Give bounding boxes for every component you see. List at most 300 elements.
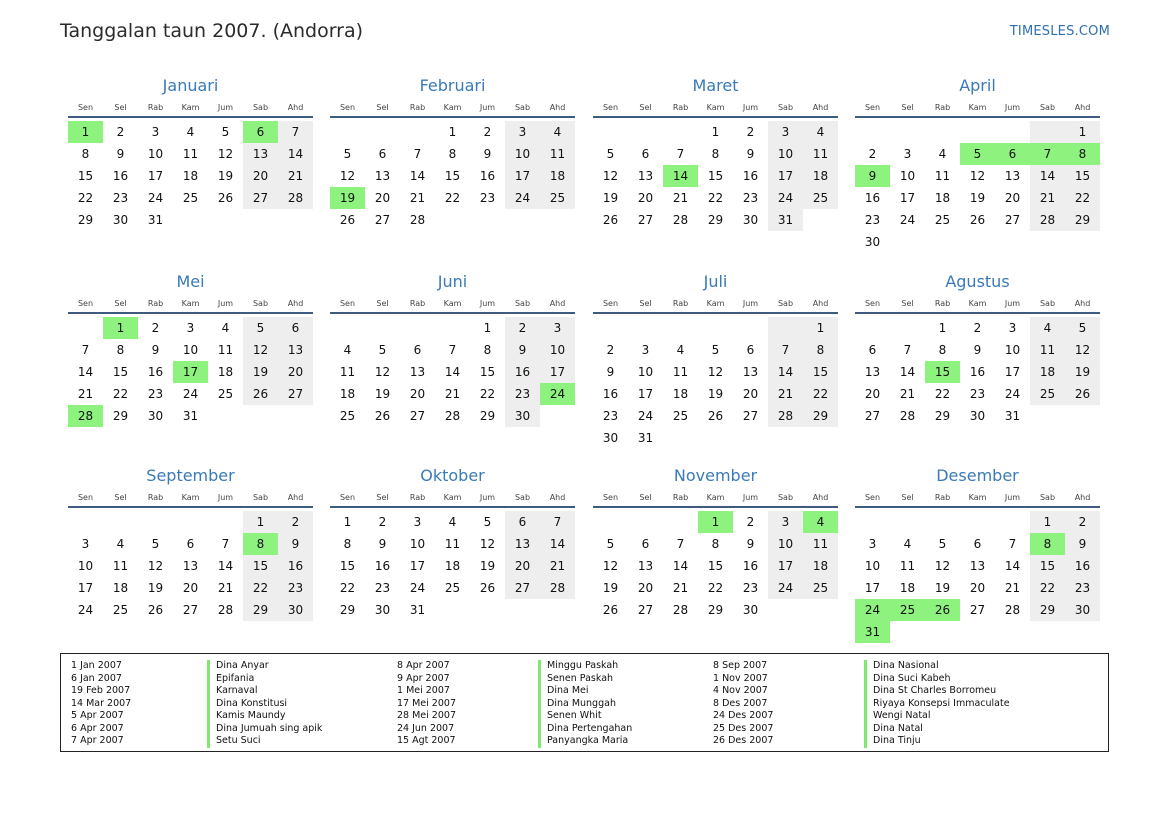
month-title: Agustus: [945, 272, 1010, 291]
weekday-label: Ahd: [1074, 103, 1091, 112]
weekday-label: Ahd: [812, 493, 829, 502]
day-cell: 16: [147, 365, 164, 379]
day-cell: 6: [868, 343, 877, 357]
day-cell: 10: [182, 343, 199, 357]
day-grid: [593, 317, 838, 449]
empty-cell: [330, 121, 365, 143]
empty-cell: [733, 317, 768, 339]
day-cell: 22: [803, 383, 838, 405]
month-september: [68, 464, 313, 621]
day-cell: 7: [413, 147, 422, 161]
day-cell: 14: [444, 365, 461, 379]
day-cell: 3: [151, 125, 160, 139]
day-cell: 3: [768, 511, 803, 533]
day-cell: 6: [641, 537, 650, 551]
day-cell: 7: [1008, 537, 1017, 551]
legend-date: 26 Des 2007: [713, 735, 774, 746]
empty-cell: [768, 317, 803, 339]
day-cell: 1: [343, 515, 352, 529]
day-cell: 23: [374, 581, 391, 595]
weekday-label: Sab: [1039, 299, 1056, 308]
legend-date: 15 Agt 2007: [397, 735, 456, 746]
legend-holiday-name: Panyangka Maria: [538, 735, 632, 748]
empty-cell: [890, 317, 925, 339]
weekday-label: Rab: [934, 299, 951, 308]
day-cell: 6: [278, 317, 313, 339]
day-grid: [855, 317, 1100, 427]
day-cell: 3: [540, 317, 575, 339]
day-cell: 19: [1065, 361, 1100, 383]
day-cell: 12: [602, 169, 619, 183]
legend-holiday-name: Dina Jumuah sing apik: [207, 723, 322, 736]
day-cell: 19: [969, 191, 986, 205]
day-cell: 7: [540, 511, 575, 533]
day-cell: 16: [742, 559, 759, 573]
day-cell: 7: [278, 121, 313, 143]
empty-cell: [663, 121, 698, 143]
day-cell: 3: [413, 515, 422, 529]
day-cell: 27: [278, 383, 313, 405]
day-cell: 13: [864, 365, 881, 379]
legend-names-col-1: [207, 660, 322, 748]
day-cell: 24: [505, 187, 540, 209]
day-cell: 14: [768, 361, 803, 383]
day-cell: 10: [147, 147, 164, 161]
day-cell: 13: [1004, 169, 1021, 183]
weekday-label: Ahd: [287, 103, 304, 112]
empty-cell: [628, 121, 663, 143]
day-cell: 25: [803, 577, 838, 599]
empty-cell: [1030, 121, 1065, 143]
day-cell: 14: [1030, 165, 1065, 187]
legend-date: 17 Mei 2007: [397, 697, 456, 709]
day-cell: 4: [803, 121, 838, 143]
day-cell: 12: [479, 537, 496, 551]
day-cell: 3: [186, 321, 195, 335]
day-cell: 10: [77, 559, 94, 573]
holiday-day-cell: 24: [540, 383, 575, 405]
day-cell: 21: [1004, 581, 1021, 595]
weekday-label: Rab: [934, 103, 951, 112]
weekday-label: Ahd: [549, 103, 566, 112]
empty-cell: [173, 511, 208, 533]
day-cell: 10: [864, 559, 881, 573]
day-cell: 8: [116, 343, 125, 357]
day-cell: 19: [602, 581, 619, 595]
day-cell: 2: [278, 511, 313, 533]
day-cell: 30: [742, 603, 759, 617]
empty-cell: [995, 121, 1030, 143]
day-cell: 21: [672, 191, 689, 205]
weekday-label: Sab: [514, 493, 531, 502]
day-cell: 21: [540, 555, 575, 577]
weekday-label: Jum: [1004, 103, 1021, 112]
day-cell: 22: [934, 387, 951, 401]
day-cell: 25: [803, 187, 838, 209]
day-cell: 21: [409, 191, 426, 205]
legend-date: 9 Apr 2007: [397, 672, 450, 684]
day-cell: 18: [182, 169, 199, 183]
legend-holiday-name: Dina Pertengahan: [538, 723, 632, 736]
day-cell: 5: [151, 537, 160, 551]
weekday-label: Sen: [339, 103, 356, 112]
day-cell: 9: [973, 343, 982, 357]
weekday-label: Sel: [114, 493, 127, 502]
empty-cell: [628, 511, 663, 533]
weekday-header: [330, 298, 575, 314]
day-cell: 2: [505, 317, 540, 339]
day-cell: 28: [540, 577, 575, 599]
day-cell: 20: [969, 581, 986, 595]
weekday-header: [593, 298, 838, 314]
day-cell: 27: [742, 409, 759, 423]
weekday-label: Sab: [1039, 103, 1056, 112]
day-cell: 1: [483, 321, 492, 335]
day-cell: 22: [707, 191, 724, 205]
day-cell: 7: [676, 147, 685, 161]
month-januari: [68, 74, 313, 231]
day-cell: 31: [182, 409, 199, 423]
day-cell: 21: [768, 383, 803, 405]
day-cell: 8: [448, 147, 457, 161]
holiday-day-cell: 19: [330, 187, 365, 209]
day-cell: 15: [77, 169, 94, 183]
weekday-label: Ahd: [287, 299, 304, 308]
day-cell: 26: [602, 603, 619, 617]
day-cell: 28: [768, 405, 803, 427]
day-cell: 14: [278, 143, 313, 165]
day-cell: 18: [540, 165, 575, 187]
day-cell: 28: [899, 409, 916, 423]
site-link[interactable]: TIMESLES.COM: [1009, 24, 1110, 39]
day-cell: 12: [934, 559, 951, 573]
day-cell: 19: [243, 361, 278, 383]
weekday-label: Sen: [339, 493, 356, 502]
day-cell: 14: [217, 559, 234, 573]
day-cell: 12: [243, 339, 278, 361]
legend-date: 1 Jan 2007: [71, 660, 122, 671]
weekday-label: Rab: [934, 493, 951, 502]
day-cell: 22: [243, 577, 278, 599]
day-cell: 31: [1004, 409, 1021, 423]
day-cell: 6: [505, 511, 540, 533]
empty-cell: [890, 511, 925, 533]
day-cell: 5: [483, 515, 492, 529]
holiday-day-cell: 4: [803, 511, 838, 533]
day-cell: 31: [409, 603, 426, 617]
day-cell: 25: [182, 191, 199, 205]
weekday-label: Sel: [376, 299, 389, 308]
day-cell: 30: [505, 405, 540, 427]
day-cell: 1: [711, 125, 720, 139]
day-cell: 15: [243, 555, 278, 577]
weekday-label: Sab: [1039, 493, 1056, 502]
day-cell: 24: [899, 213, 916, 227]
month-title: September: [146, 466, 235, 485]
legend-holiday-name: Dina Mei: [538, 685, 632, 698]
holiday-day-cell: 15: [925, 361, 960, 383]
empty-cell: [593, 317, 628, 339]
day-cell: 20: [637, 581, 654, 595]
day-cell: 20: [864, 387, 881, 401]
legend-holiday-name: Dina St Charles Borromeu: [864, 685, 1010, 698]
weekday-label: Sab: [777, 493, 794, 502]
day-cell: 26: [243, 383, 278, 405]
day-cell: 29: [112, 409, 129, 423]
day-cell: 12: [602, 559, 619, 573]
weekday-label: Sab: [252, 103, 269, 112]
weekday-label: Rab: [147, 103, 164, 112]
day-cell: 9: [378, 537, 387, 551]
day-cell: 9: [483, 147, 492, 161]
day-cell: 23: [278, 577, 313, 599]
day-cell: 20: [1004, 191, 1021, 205]
legend-date: 4 Nov 2007: [713, 685, 768, 696]
month-title: April: [959, 76, 996, 95]
day-cell: 2: [868, 147, 877, 161]
day-cell: 10: [768, 143, 803, 165]
day-cell: 10: [637, 365, 654, 379]
empty-cell: [208, 511, 243, 533]
day-cell: 17: [768, 165, 803, 187]
day-cell: 5: [711, 343, 720, 357]
weekday-label: Kam: [181, 493, 200, 502]
legend-date: 7 Apr 2007: [71, 735, 124, 746]
day-cell: 3: [903, 147, 912, 161]
day-cell: 23: [969, 387, 986, 401]
day-cell: 27: [637, 603, 654, 617]
weekday-label: Kam: [706, 103, 725, 112]
day-cell: 28: [278, 187, 313, 209]
weekday-label: Ahd: [549, 299, 566, 308]
day-cell: 26: [1065, 383, 1100, 405]
empty-cell: [138, 511, 173, 533]
legend-names-col-3: [864, 660, 1010, 748]
day-cell: 24: [1004, 387, 1021, 401]
day-cell: 14: [672, 559, 689, 573]
weekday-header: [593, 102, 838, 118]
day-cell: 18: [444, 559, 461, 573]
legend-holiday-name: Senen Whit: [538, 710, 632, 723]
day-cell: 9: [151, 343, 160, 357]
weekday-label: Rab: [672, 103, 689, 112]
empty-cell: [960, 511, 995, 533]
month-title: November: [673, 466, 758, 485]
day-cell: 17: [899, 191, 916, 205]
day-cell: 23: [864, 213, 881, 227]
day-cell: 16: [112, 169, 129, 183]
day-cell: 13: [742, 365, 759, 379]
day-cell: 26: [707, 409, 724, 423]
day-cell: 26: [217, 191, 234, 205]
day-cell: 15: [707, 559, 724, 573]
day-cell: 28: [672, 603, 689, 617]
day-cell: 19: [707, 387, 724, 401]
day-cell: 25: [444, 581, 461, 595]
day-cell: 2: [483, 125, 492, 139]
day-cell: 30: [969, 409, 986, 423]
day-cell: 26: [374, 409, 391, 423]
legend-dates-col-3: [713, 660, 773, 748]
day-cell: 7: [81, 343, 90, 357]
day-cell: 28: [1004, 603, 1021, 617]
month-juni: [330, 270, 575, 427]
day-cell: 26: [147, 603, 164, 617]
weekday-label: Jum: [217, 103, 234, 112]
day-cell: 21: [278, 165, 313, 187]
legend-holiday-name: Senen Paskah: [538, 673, 632, 686]
day-cell: 1: [938, 321, 947, 335]
day-cell: 29: [1065, 209, 1100, 231]
day-cell: 4: [1030, 317, 1065, 339]
day-cell: 23: [1065, 577, 1100, 599]
day-cell: 24: [637, 409, 654, 423]
empty-cell: [890, 121, 925, 143]
day-cell: 15: [803, 361, 838, 383]
day-cell: 13: [182, 559, 199, 573]
day-cell: 23: [602, 409, 619, 423]
empty-cell: [330, 317, 365, 339]
day-grid: [330, 317, 575, 427]
day-cell: 16: [864, 191, 881, 205]
day-cell: 25: [112, 603, 129, 617]
day-cell: 23: [112, 191, 129, 205]
legend-dates-col-1: [71, 660, 131, 748]
holiday-day-cell: 17: [173, 361, 208, 383]
day-cell: 22: [1030, 577, 1065, 599]
day-cell: 8: [81, 147, 90, 161]
day-cell: 21: [1030, 187, 1065, 209]
weekday-label: Sen: [602, 299, 619, 308]
day-cell: 1: [243, 511, 278, 533]
day-cell: 23: [505, 383, 540, 405]
day-cell: 14: [77, 365, 94, 379]
weekday-label: Sel: [901, 493, 914, 502]
legend-date: 5 Apr 2007: [71, 710, 124, 721]
day-cell: 16: [374, 559, 391, 573]
day-cell: 30: [602, 431, 619, 445]
day-cell: 5: [1065, 317, 1100, 339]
day-cell: 7: [903, 343, 912, 357]
day-cell: 19: [217, 169, 234, 183]
weekday-label: Kam: [181, 299, 200, 308]
day-cell: 6: [746, 343, 755, 357]
day-cell: 5: [606, 537, 615, 551]
day-cell: 19: [602, 191, 619, 205]
day-cell: 22: [707, 581, 724, 595]
day-cell: 3: [1008, 321, 1017, 335]
day-cell: 27: [243, 187, 278, 209]
weekday-label: Sen: [602, 103, 619, 112]
day-cell: 16: [602, 387, 619, 401]
legend-holiday-name: Minggu Paskah: [538, 660, 632, 673]
day-cell: 24: [147, 191, 164, 205]
day-cell: 1: [1065, 121, 1100, 143]
weekday-label: Ahd: [549, 493, 566, 502]
day-grid: [68, 121, 313, 231]
day-cell: 22: [112, 387, 129, 401]
day-cell: 29: [77, 213, 94, 227]
day-cell: 22: [339, 581, 356, 595]
weekday-label: Rab: [409, 103, 426, 112]
day-cell: 5: [938, 537, 947, 551]
day-grid: [593, 121, 838, 231]
legend-holiday-name: Dina Tinju: [864, 735, 1010, 748]
empty-cell: [698, 317, 733, 339]
day-cell: 4: [186, 125, 195, 139]
day-cell: 5: [243, 317, 278, 339]
holiday-day-cell: 8: [1065, 143, 1100, 165]
month-april: [855, 74, 1100, 253]
month-title: Oktober: [420, 466, 485, 485]
day-cell: 24: [182, 387, 199, 401]
empty-cell: [855, 121, 890, 143]
day-cell: 12: [217, 147, 234, 161]
day-cell: 6: [973, 537, 982, 551]
weekday-label: Jum: [742, 299, 759, 308]
weekday-header: [330, 102, 575, 118]
day-cell: 11: [182, 147, 199, 161]
day-cell: 4: [676, 343, 685, 357]
weekday-label: Sab: [777, 103, 794, 112]
holiday-day-cell: 24: [855, 599, 890, 621]
day-cell: 24: [77, 603, 94, 617]
day-cell: 9: [278, 533, 313, 555]
month-title: Juni: [437, 272, 468, 291]
holiday-day-cell: 1: [68, 121, 103, 143]
holiday-day-cell: 5: [960, 143, 995, 165]
day-cell: 18: [672, 387, 689, 401]
day-cell: 14: [899, 365, 916, 379]
legend-holiday-name: Dina Munggah: [538, 698, 632, 711]
weekday-label: Sen: [77, 299, 94, 308]
day-cell: 27: [409, 409, 426, 423]
weekday-header: [330, 492, 575, 508]
page-title: Tanggalan taun 2007. (Andorra): [60, 20, 364, 42]
day-cell: 21: [672, 581, 689, 595]
holiday-day-cell: 25: [890, 599, 925, 621]
day-cell: 24: [409, 581, 426, 595]
day-cell: 6: [413, 343, 422, 357]
day-cell: 6: [186, 537, 195, 551]
day-cell: 1: [803, 317, 838, 339]
legend-date: 6 Apr 2007: [71, 722, 124, 734]
legend-date: 8 Sep 2007: [713, 660, 768, 671]
weekday-label: Ahd: [1074, 493, 1091, 502]
day-cell: 26: [602, 213, 619, 227]
day-cell: 17: [1004, 365, 1021, 379]
day-cell: 15: [707, 169, 724, 183]
day-cell: 25: [672, 409, 689, 423]
day-cell: 17: [540, 361, 575, 383]
day-cell: 4: [116, 537, 125, 551]
month-desember: [855, 464, 1100, 643]
day-cell: 2: [1065, 511, 1100, 533]
day-cell: 28: [217, 603, 234, 617]
day-cell: 13: [243, 143, 278, 165]
holiday-day-cell: 9: [855, 165, 890, 187]
day-cell: 31: [637, 431, 654, 445]
holiday-day-cell: 1: [103, 317, 138, 339]
weekday-label: Jum: [479, 493, 496, 502]
month-maret: [593, 74, 838, 231]
day-cell: 28: [409, 213, 426, 227]
weekday-label: Kam: [706, 299, 725, 308]
empty-cell: [995, 511, 1030, 533]
day-cell: 13: [278, 339, 313, 361]
weekday-header: [68, 102, 313, 118]
day-cell: 13: [374, 169, 391, 183]
